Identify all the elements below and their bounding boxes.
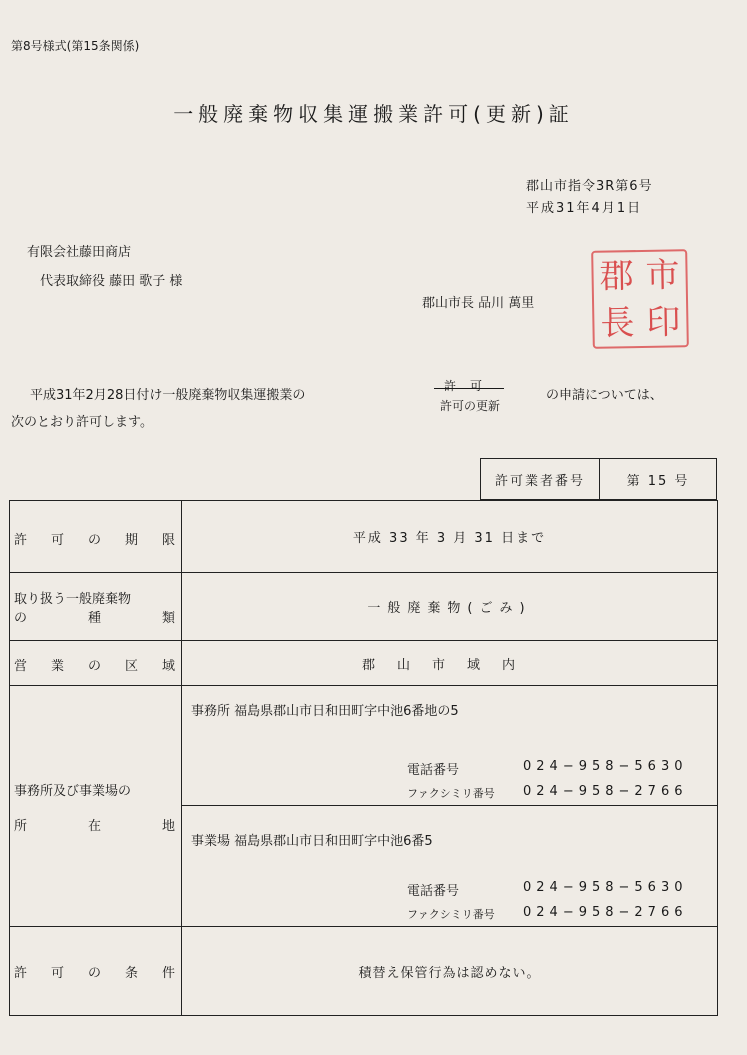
issuer-name: 郡山市長 品川 萬里: [422, 296, 535, 311]
waste-type-value: 一般廃棄物(ごみ): [367, 601, 532, 616]
document-title: 一般廃棄物収集運搬業許可(更新)証: [173, 102, 574, 126]
body-text-prefix: 平成31年2月28日付け一般廃棄物収集運搬業の: [30, 388, 306, 403]
seal-char: 印: [646, 301, 681, 343]
locations-label: 事務所及び事業場の 所 在 地: [10, 686, 182, 926]
body-text-line2: 次のとおり許可します。: [11, 415, 153, 430]
permit-details-table: [9, 500, 718, 1016]
row-locations: [10, 686, 717, 927]
office-address: 事務所 福島県郡山市日和田町字中池6番地の5: [191, 704, 459, 719]
office-tel-label: 電話番号: [407, 763, 460, 778]
selected-option: 許可の更新: [439, 399, 500, 413]
row-waste-type: [10, 573, 717, 641]
recipient-company: 有限会社藤田商店: [27, 245, 132, 260]
seal-char: 市: [645, 254, 680, 296]
office-block: [182, 686, 717, 806]
site-fax-label: ファクシミリ番号: [407, 908, 495, 921]
permit-number-value: 第 15 号: [626, 473, 690, 489]
site-fax: 024−958−2766: [523, 905, 688, 920]
area-label: 営 業 の 区 域: [10, 641, 182, 685]
office-fax-label: ファクシミリ番号: [407, 787, 495, 800]
area-value: 郡山市域内: [361, 657, 537, 673]
recipient-representative: 代表取締役 藤田 歌子 様: [40, 274, 183, 289]
period-value: 平成 33 年 3 月 31 日まで: [352, 531, 547, 546]
period-label: 許 可 の 期 限: [10, 501, 182, 572]
row-conditions: [10, 927, 717, 1015]
form-number: 第8号様式(第15条関係): [11, 39, 140, 53]
official-seal: [591, 249, 689, 349]
site-tel-label: 電話番号: [407, 884, 460, 899]
application-type: [420, 377, 520, 414]
struck-option: 許可: [443, 379, 496, 393]
row-period: [10, 501, 717, 573]
permit-number-box: [480, 458, 717, 500]
reference-number: 郡山市指令3R第6号: [526, 179, 653, 194]
body-text-suffix: の申請については、: [546, 388, 663, 403]
site-tel: 024−958−5630: [523, 880, 688, 895]
office-fax: 024−958−2766: [523, 784, 688, 799]
site-block: [182, 806, 717, 927]
reference-date: 平成31年4月1日: [526, 201, 643, 216]
office-tel: 024−958−5630: [523, 759, 688, 774]
seal-char: 郡: [599, 255, 634, 297]
waste-type-label: 取り扱う一般廃棄物 の 種 類: [10, 573, 182, 640]
seal-char: 長: [600, 302, 635, 344]
row-area: [10, 641, 717, 686]
permit-number-label: 許可業者番号: [481, 459, 600, 499]
conditions-value: 積替え保管行為は認めない。: [358, 965, 541, 981]
site-address: 事業場 福島県郡山市日和田町字中池6番5: [191, 834, 433, 849]
conditions-label: 許 可 の 条 件: [10, 927, 182, 1015]
